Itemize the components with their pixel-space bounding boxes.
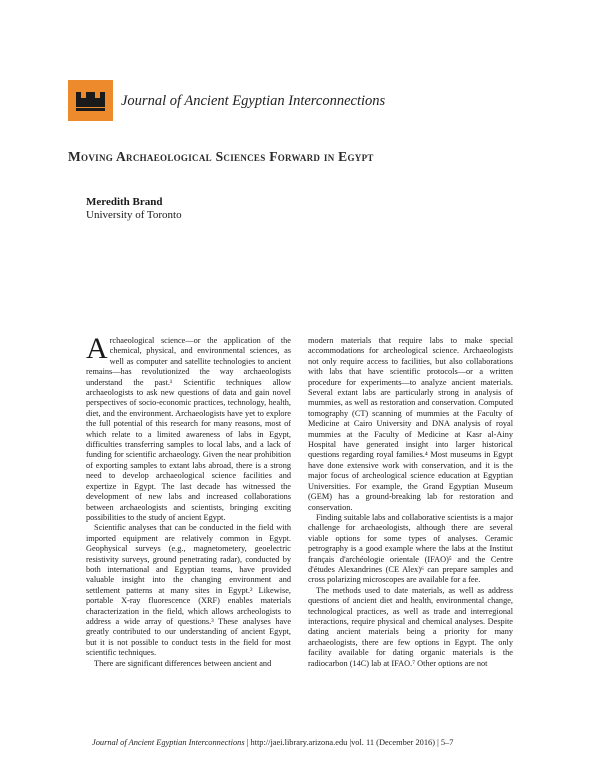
journal-logo: [68, 80, 113, 121]
author-affiliation: University of Toronto: [86, 209, 182, 221]
journal-title: Journal of Ancient Egyptian Interconnections: [121, 93, 386, 109]
footer-journal: Journal of Ancient Egyptian Interconnections: [92, 738, 245, 747]
paragraph-text: rchaeological science—or the application of the chemical, physical, and environmental sciences, as well as computer and satellite technologies to ancient remains—has revolutionized the way archaeologists understand the past.¹ Scientific techniques allow archaeologists to ask new questions of data and gain novel perspectives of socio-economic practices, technology, health, diet, and the environment. Archaeologists have yet to explore the full potential of this research for many reasons, most of which relate to a limited awareness of labs in Egypt, difficulties transferring samples to local labs, and a lack of funding for scientific archaeology. Given the near prohibition of exporting samples to extant labs abroad, there is a strong need to develop archaeological science facilities and expertize in Egypt. The last decade has witnessed the development of new labs and increased collaborations between archaeologists and scientists, bringing exciting possibilities to the study of ancient Egypt.: [86, 336, 291, 522]
paragraph: [86, 332, 291, 523]
paragraph: The methods used to date materials, as well as address questions of ancient diet and health, environmental change, technological practices, as well as trade and interregional interactions, require physical and chemical analyses. Despite dating ancient materials being a priority for many archaeologists, there are few options in Egypt. The only facility available for dating organic materials is the radiocarbon (14C) lab at IFAO.⁷ Other options are not: [308, 585, 513, 668]
drop-cap: A: [86, 332, 108, 365]
crown-icon: [68, 80, 113, 121]
article-title: Moving Archaeological Sciences Forward in Egypt: [68, 149, 374, 164]
body-column-left: [86, 332, 291, 669]
body-column-right: [308, 336, 513, 669]
paragraph: modern materials that require labs to make special accommodations for archeological science. Archaeologists not only require access to facilities, but also collaborations with labs that have scientific protocols—or a written procedure for experiments—to analyze ancient materials. Several extant labs are particularly strong in analysis of mummies, as well as restoration and conservation. Computed tomography (CT) scanning of mummies at the Faculty of Medicine at Cairo University and DNA analysis of royal mummies at the Faculty of Medicine at Kasr al-Ainy Hospital have generated insight into larger historical questions regarding royal families.⁴ Most museums in Egypt have done extensive work with conservation, and it is the major focus of archeological science education at Egyptian Universities. For example, the Grand Egyptian Museum (GEM) has a ground-breaking lab for restoration and conservation.: [308, 336, 513, 512]
paragraph: Scientific analyses that can be conducted in the field with imported equipment are relatively common in Egypt. Geophysical surveys (e.g., magnetometery, geoelectric resistivity surveys, ground penetrating radar), conducted by both international and Egyptian teams, have provided valuable insight into the changing environment and settlement patterns at many sites in Egypt.² Likewise, portable X-ray fluorescence (XRF) enables materials characterization in the field, which allows archeologists to address a wide array of questions.³ These analyses have greatly contributed to our understanding of ancient Egypt, but it is not possible to conduct tests in the field for most scientific techniques.: [86, 523, 291, 658]
page-footer: [92, 738, 453, 747]
paragraph: There are significant differences between ancient and: [94, 658, 272, 668]
paragraph: Finding suitable labs and collaborative scientists is a major challenge for archaeologists, although there are several viable options for some types of analyses. Ceramic petrography is a good example where the labs at the Institut français d'archéologie orientale (IFAO)⁵ and the Centre d'études Alexandrines (CE Alex)⁶ can prepare samples and cross polarizing microscopes are available for a fee.: [308, 512, 513, 585]
author-name: Meredith Brand: [86, 196, 163, 208]
footer-details: | http://jaei.library.arizona.edu |vol. 11 (December 2016) | 5–7: [244, 738, 454, 747]
